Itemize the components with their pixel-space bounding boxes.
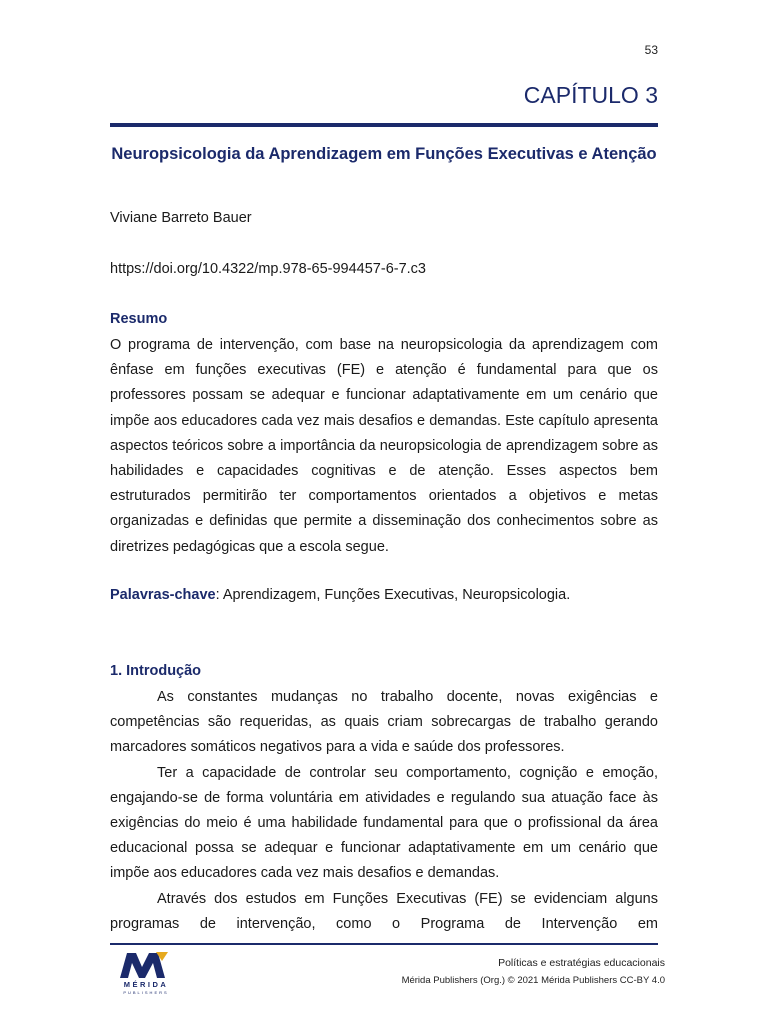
footer-book-title: Políticas e estratégias educacionais [498,957,665,969]
page-number: 53 [644,43,658,57]
chapter-title: Neuropsicologia da Aprendizagem em Funções Executivas e Atenção [111,145,657,163]
introduction-paragraph: As constantes mudanças no trabalho docente, novas exigências e competências são requeridas, as quais criam sobrecargas de trabalho gerando marcadores somáticos negativos para a vida e saúde dos professores. [110,689,658,756]
abstract-paragraph: O programa de intervenção, com base na neuropsicologia da aprendizagem com ênfase em funções executivas (FE) e atenção é fundamental para que os professores possam se adequar e funcionar adaptativamente em um cenário que impõe aos educadores cada vez mais desafios e demandas. Este capítulo apresenta aspectos teóricos sobre a importância da neuropsicologia de aprendizagem sobre as habilidades e capacidades cognitivas e de atenção. Esses aspectos bem estruturados permitirão ter comportamentos orientados a objetivos e metas organizadas e definidas que permite a disseminação dos conhecimentos sobre as diretrizes pedagógicas que a escola segue. [110,337,658,555]
keywords-text: : Aprendizagem, Funções Executivas, Neuropsicologia. [215,587,571,603]
keywords-label: Palavras-chave [110,587,216,603]
introduction-paragraph: Ter a capacidade de controlar seu comportamento, cognição e emoção, engajando-se de forma voluntária em atividades e regulando sua atuação face às exigências do meio é uma habilidade fundamental para que o profissional da área educacional possa se adequar e funcionar adaptativamente em um cenário que impõe aos educadores cada vez mais desafios e demandas. [110,764,658,882]
footer-copyright: Mérida Publishers (Org.) © 2021 Mérida Publishers CC-BY 4.0 [401,975,665,986]
logo-mark-icon [116,948,176,996]
introduction-paragraph: Através dos estudos em Funções Executivas (FE) se evidenciam alguns programas de intervenção, como o Programa de Intervenção em [110,890,658,932]
chapter-heading: CAPÍTULO 3 [523,82,658,108]
author-name: Viviane Barreto Bauer [110,210,252,226]
doi-link[interactable]: https://doi.org/10.4322/mp.978-65-994457-6-7.c3 [110,261,426,277]
chapter-divider [110,123,658,127]
introduction-text [110,685,658,937]
merida-publishers-logo [116,948,176,996]
introduction-heading: 1. Introdução [110,663,202,679]
abstract-text [110,333,658,560]
logo-text: MÉRIDA [123,980,169,989]
footer-divider [110,943,658,945]
logo-subtext: PUBLISHERS [123,990,169,995]
keywords [110,587,570,603]
abstract-heading: Resumo [110,311,168,327]
